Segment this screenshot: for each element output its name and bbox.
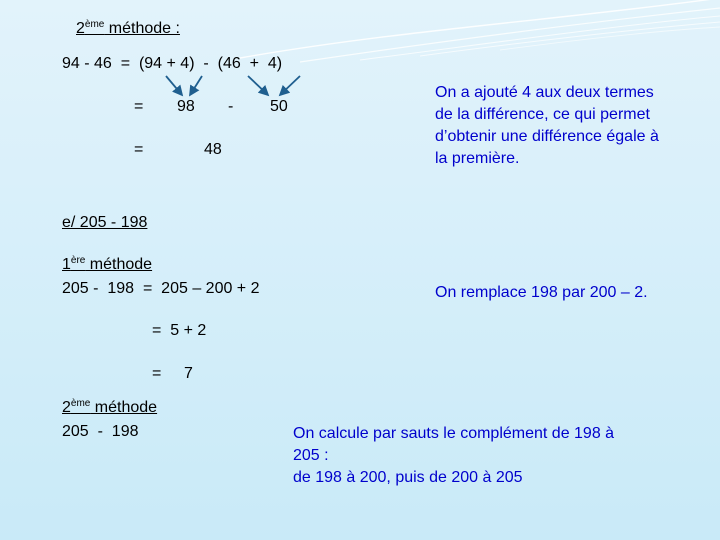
note1-line: d’obtenir une différence égale à: [435, 128, 659, 145]
expression-line: 94 - 46 = (94 + 4) - (46 + 4): [62, 55, 283, 72]
method2-text: méthode: [90, 399, 158, 416]
explanation-note-1: [435, 82, 659, 170]
method1-step: = 5 + 2: [152, 322, 207, 339]
section-e-title: e/ 205 - 198: [62, 214, 148, 231]
arrow-4-to-98: [190, 76, 202, 95]
arrow-94-to-98: [166, 76, 182, 95]
heading-number: 2: [76, 20, 85, 37]
method1-superscript: ère: [70, 255, 86, 266]
explanation-note-3: [293, 423, 614, 489]
method1-equation: 205 - 198 = 205 – 200 + 2: [62, 280, 260, 297]
step1-equals: =: [134, 98, 144, 115]
method2-number: 2: [62, 399, 71, 416]
step1-operator: -: [228, 98, 234, 115]
explanation-note-2: On remplace 198 par 200 – 2.: [435, 284, 648, 301]
step2-equals: =: [134, 141, 144, 158]
method1-text: méthode: [85, 256, 153, 273]
method1-step2-result: 7: [184, 365, 193, 382]
step2-result: 48: [204, 141, 222, 158]
method2-expression: 205 - 198: [62, 423, 139, 440]
note3-line: 205 :: [293, 447, 329, 464]
heading-superscript: ème: [84, 19, 105, 30]
method-2-heading: [62, 399, 157, 417]
note3-line: de 198 à 200, puis de 200 à 205: [293, 469, 523, 486]
heading-text: méthode :: [104, 20, 180, 37]
method1-number: 1: [62, 256, 71, 273]
arrow-46-to-50: [248, 76, 268, 95]
note1-line: de la différence, ce qui permet: [435, 106, 650, 123]
note1-line: On a ajouté 4 aux deux termes: [435, 84, 654, 101]
step1-term-a: 98: [177, 98, 195, 115]
method1-step2-equals: =: [152, 365, 162, 382]
step1-term-b: 50: [270, 98, 288, 115]
method2-superscript: ème: [70, 398, 91, 409]
note1-line: la première.: [435, 150, 520, 167]
note3-line: On calcule par sauts le complément de 198 à: [293, 425, 615, 442]
arrow-4b-to-50: [280, 76, 300, 95]
method-1-heading: [62, 256, 152, 274]
